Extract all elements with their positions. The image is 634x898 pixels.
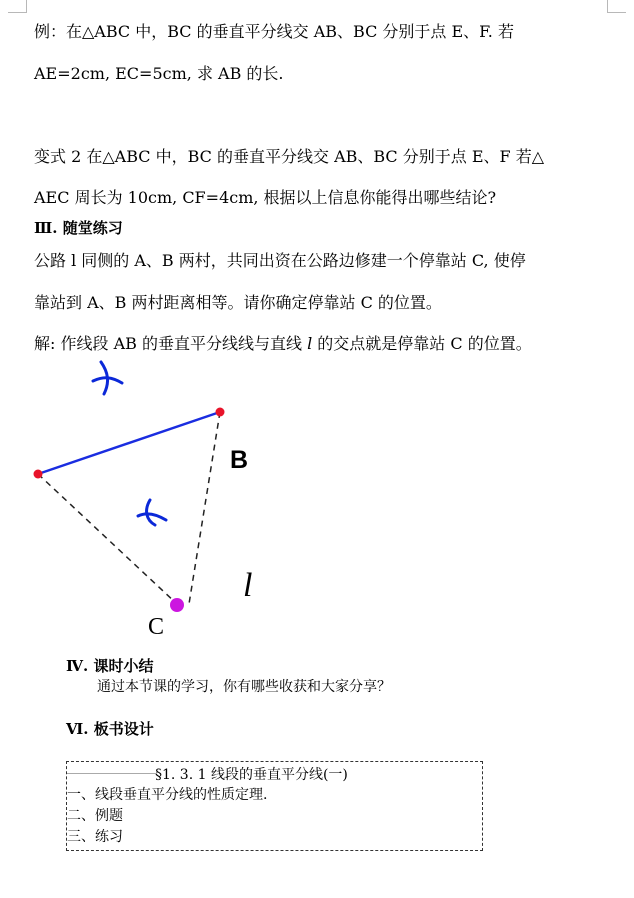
label-b: B — [230, 446, 249, 474]
label-l: l — [243, 567, 253, 604]
board-divider — [67, 773, 157, 774]
summary-text: 通过本节课的学习，你有哪些收获和大家分享？ — [97, 679, 391, 695]
variant-line-1: 变式 2 在△ABC 中，BC 的垂直平分线交 AB、BC 分别于点 E、F 若△ — [34, 147, 545, 166]
board-item: 一、线段垂直平分线的性质定理. — [67, 787, 268, 803]
segment-bc — [189, 412, 220, 604]
compass-arc-middle-2 — [138, 514, 166, 520]
solution-text-post: 的交点就是停靠站 C 的位置。 — [317, 334, 532, 353]
example-line-2: AE=2cm, EC=5cm, 求 AB 的长. — [34, 64, 284, 83]
practice-heading: Ⅲ. 随堂练习 — [34, 219, 123, 237]
point-b — [216, 408, 225, 417]
segment-ab — [38, 412, 220, 474]
practice-line-1: 公路 l 同侧的 A、B 两村，共同出资在公路边修建一个停靠站 C, 使停 — [34, 251, 526, 270]
board-heading: Ⅵ. 板书设计 — [66, 720, 154, 738]
point-a — [34, 470, 43, 479]
board-item: 二、例题 — [67, 808, 123, 824]
label-c: C — [148, 614, 165, 640]
solution-text-pre: 解: 作线段 AB 的垂直平分线线与直线 — [34, 334, 302, 353]
segment-ac — [38, 474, 177, 604]
practice-line-2: 靠站到 A、B 两村距离相等。请你确定停靠站 C 的位置。 — [34, 293, 442, 312]
board-title: §1. 3. 1 线段的垂直平分线(一) — [155, 767, 348, 783]
solution-line-symbol: l — [307, 334, 313, 353]
variant-line-2: AEC 周长为 10cm, CF=4cm, 根据以上信息你能得出哪些结论? — [34, 188, 497, 207]
board-design-box — [66, 761, 483, 851]
point-c — [170, 598, 184, 612]
board-item: 三、练习 — [67, 829, 123, 845]
summary-heading: Ⅳ. 课时小结 — [66, 657, 154, 675]
example-line-1: 例：在△ABC 中，BC 的垂直平分线交 AB、BC 分别于点 E、F. 若 — [34, 22, 514, 41]
